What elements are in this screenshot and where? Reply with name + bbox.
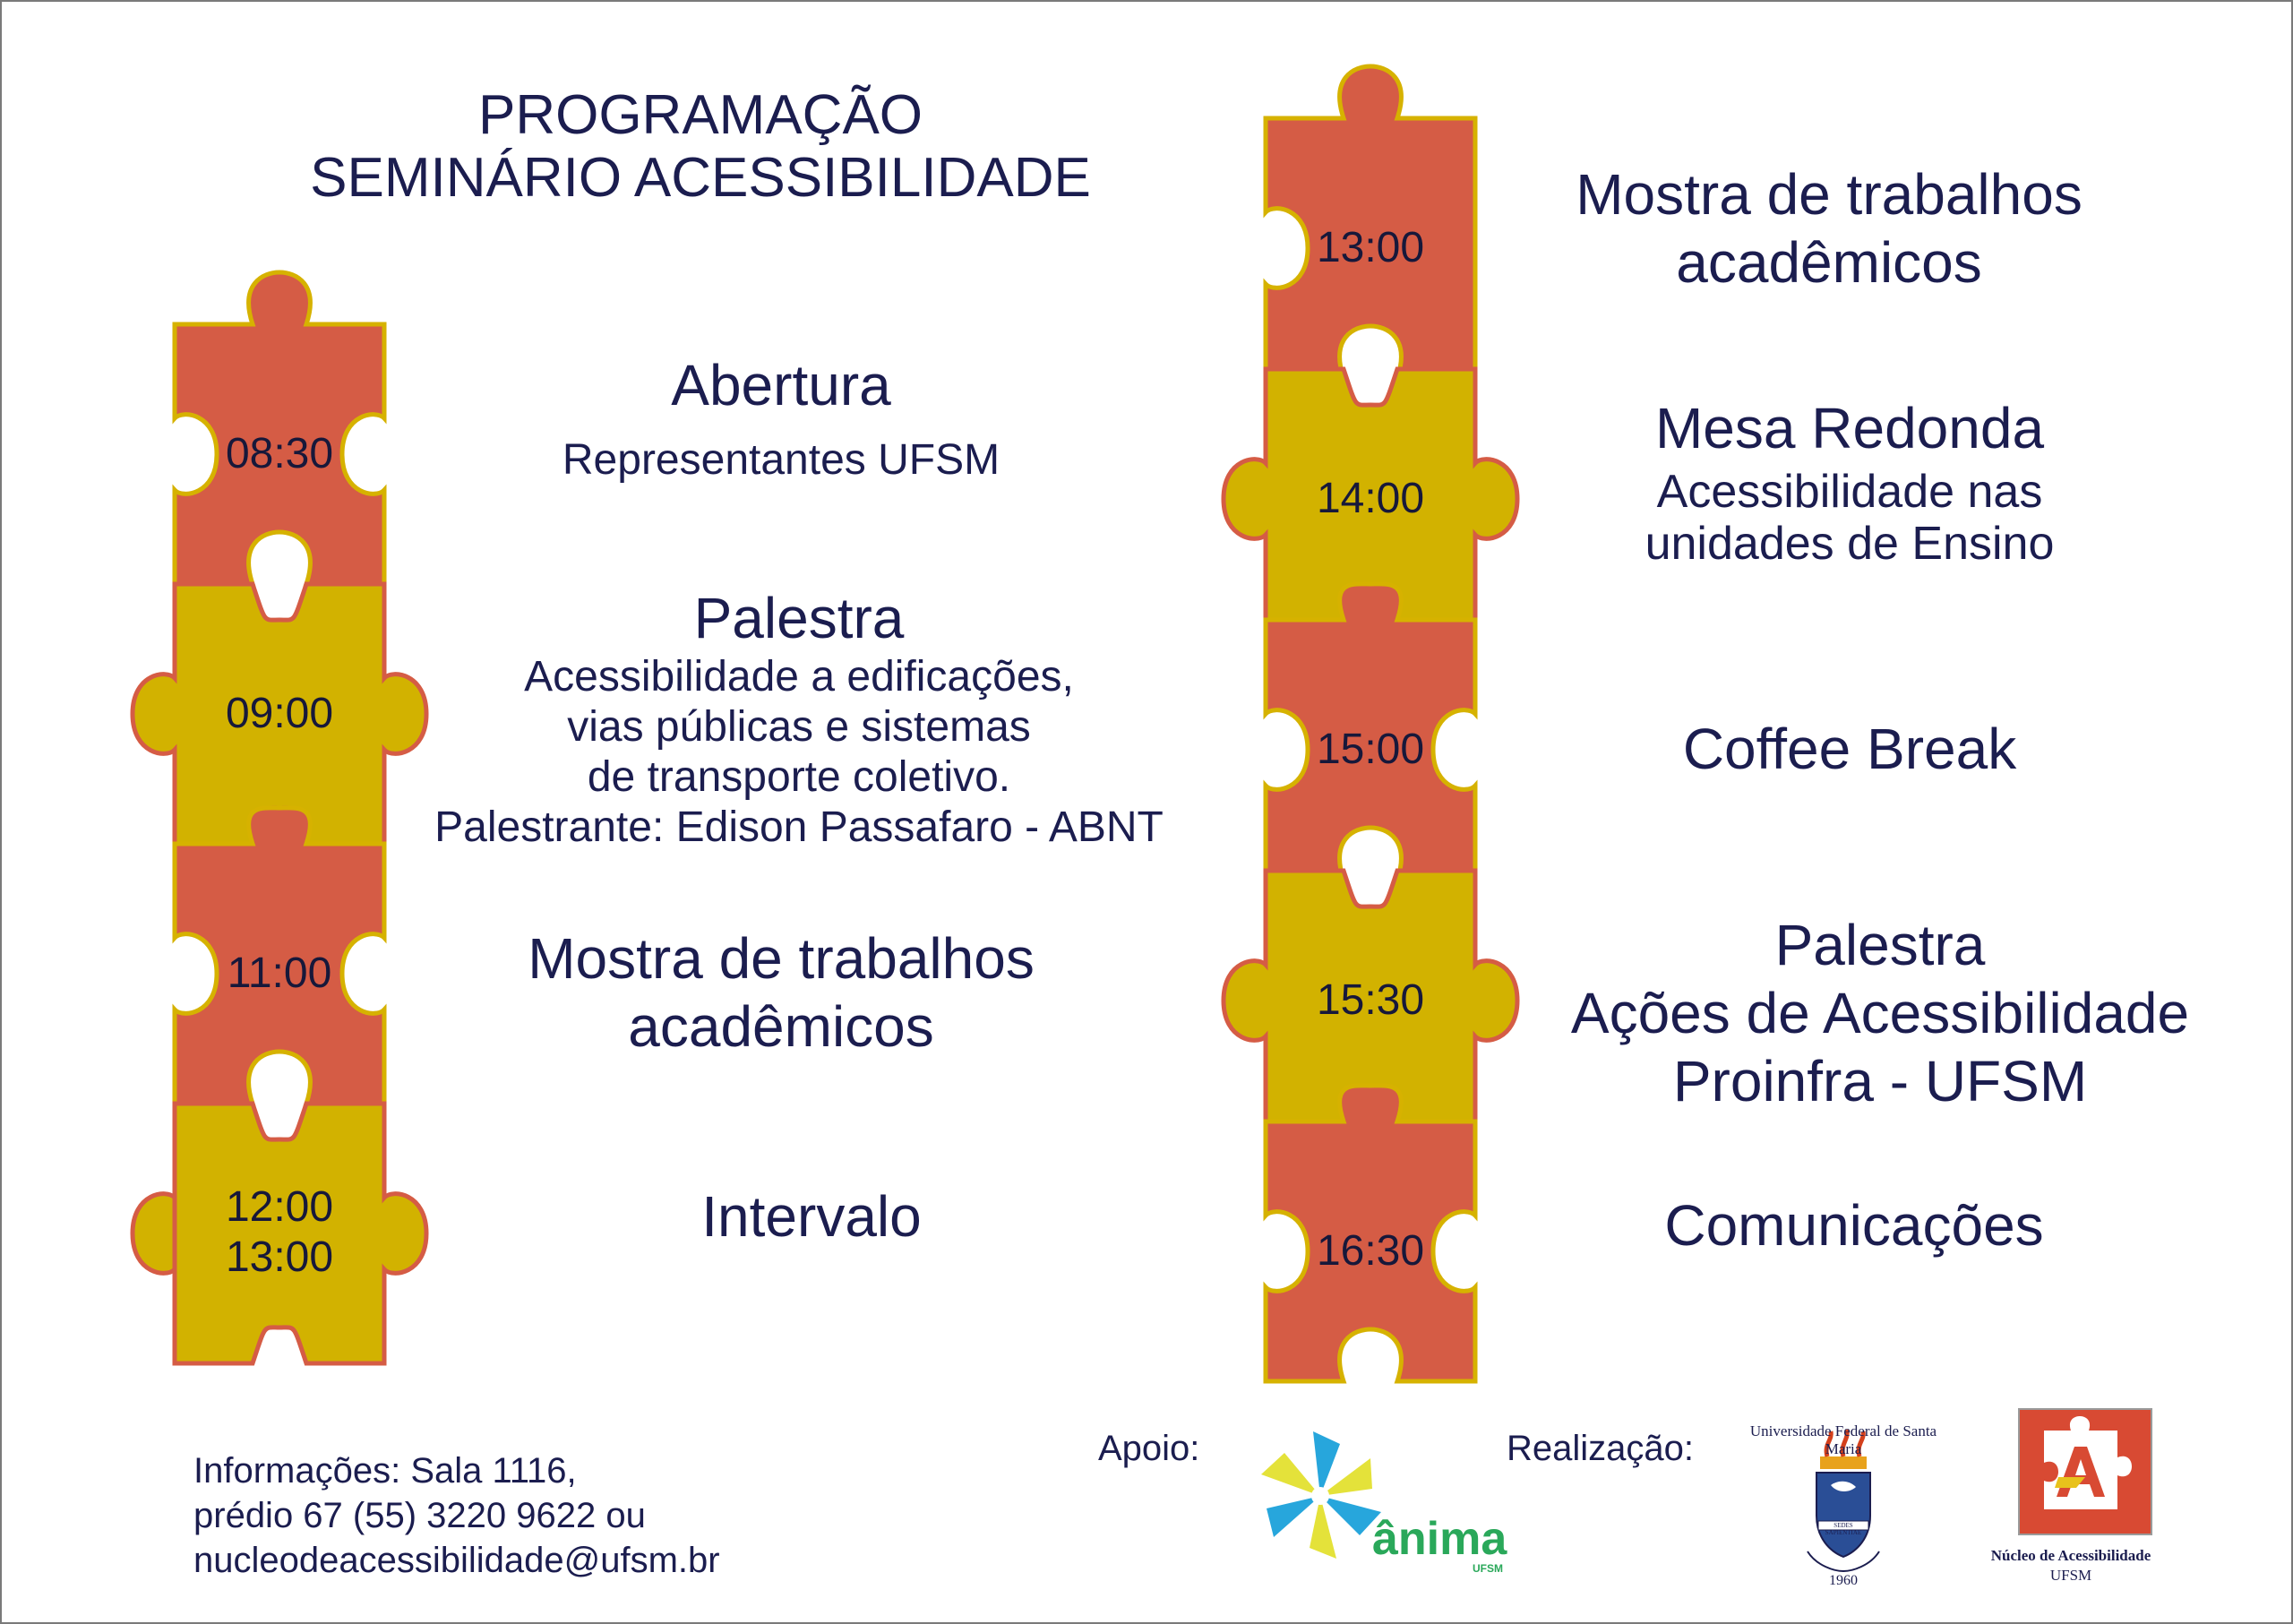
event-line: Palestrante: Edison Passafaro - ABNT xyxy=(434,803,1164,851)
event-line: vias públicas e sistemas xyxy=(567,703,1031,751)
time-label: 15:30 xyxy=(1316,976,1425,1024)
time-label: 13:00 xyxy=(1316,224,1425,271)
event-heading: Mostra de trabalhos xyxy=(528,926,1035,991)
event-line: unidades de Ensino xyxy=(1645,518,2055,570)
info-line: Informações: Sala 1116, xyxy=(193,1451,577,1491)
nucleo-logo xyxy=(1981,1404,2160,1592)
event-heading: Palestra xyxy=(1774,913,1986,977)
time-label: 09:00 xyxy=(225,690,334,737)
puzzle-piece-0830 xyxy=(136,324,423,584)
anima-logo-sub: UFSM xyxy=(1473,1562,1503,1575)
event-heading: Ações de Acessibilidade xyxy=(1570,981,2190,1045)
event-heading: Mostra de trabalhos xyxy=(1576,162,2083,227)
event-palestra-2 xyxy=(1522,911,2238,1115)
time-label: 08:30 xyxy=(225,430,334,477)
event-palestra-1 xyxy=(396,584,1202,853)
title-line-2: SEMINÁRIO ACESSIBILIDADE xyxy=(310,147,1091,209)
event-mostra-1 xyxy=(423,924,1139,1061)
puzzle-piece-1200 xyxy=(136,1104,423,1363)
event-heading: Coffee Break xyxy=(1682,717,2017,781)
puzzle-piece-1100 xyxy=(136,844,423,1104)
ufsm-seal-motto: SEDES SAPIENTIAE xyxy=(1825,1522,1862,1536)
event-heading: Proinfra - UFSM xyxy=(1672,1049,2088,1113)
puzzle-piece-1500 xyxy=(1227,620,1514,880)
time-label: 11:00 xyxy=(227,949,332,997)
ufsm-seal xyxy=(1745,1417,1942,1596)
event-mesa-redonda xyxy=(1491,394,2208,570)
event-heading: Abertura xyxy=(671,353,891,417)
left-puzzle-column xyxy=(136,279,423,1624)
event-heading: Comunicações xyxy=(1664,1193,2044,1258)
event-line: Acessibilidade a edificações, xyxy=(524,653,1074,700)
event-heading: Intervalo xyxy=(701,1184,922,1249)
event-heading: acadêmicos xyxy=(1676,230,1982,295)
time-end: 13:00 xyxy=(225,1233,334,1281)
event-line: Representantes UFSM xyxy=(562,436,1001,484)
event-line: de transporte coletivo. xyxy=(587,753,1011,801)
realizacao-label: Realização: xyxy=(1507,1429,1695,1468)
time-label: 14:00 xyxy=(1316,475,1425,522)
anima-logo xyxy=(1238,1426,1507,1587)
puzzle-piece-0900 xyxy=(136,584,423,844)
title-line-1: PROGRAMAÇÃO xyxy=(477,84,923,146)
info-line: prédio 67 (55) 3220 9622 ou xyxy=(193,1496,646,1535)
event-heading: acadêmicos xyxy=(628,994,934,1059)
nucleo-puzzle-icon xyxy=(1981,1404,2160,1538)
nucleo-logo-name: Núcleo de Acessibilidade xyxy=(1990,1547,2151,1564)
page-title xyxy=(163,84,1238,210)
puzzle-piece-1630 xyxy=(1227,1121,1514,1381)
event-heading: Mesa Redonda xyxy=(1654,396,2045,460)
event-mostra-2 xyxy=(1471,160,2187,296)
time-label: 15:00 xyxy=(1316,726,1425,773)
event-heading: Palestra xyxy=(693,586,905,650)
apoio-label: Apoio: xyxy=(1098,1429,1200,1468)
event-coffee-break xyxy=(1491,715,2208,783)
email-link[interactable]: nucleodeacessibilidade@ufsm.br xyxy=(193,1541,720,1580)
footer-info xyxy=(193,1448,720,1583)
anima-logo-text: ânima xyxy=(1372,1513,1507,1565)
event-abertura xyxy=(423,351,1139,485)
time-start: 12:00 xyxy=(225,1183,334,1231)
nucleo-logo-sub: UFSM xyxy=(2049,1567,2092,1584)
time-label: 16:30 xyxy=(1316,1227,1425,1275)
event-intervalo xyxy=(453,1182,1170,1250)
time-label xyxy=(136,1182,423,1283)
ufsm-seal-year: 1960 xyxy=(1829,1573,1858,1588)
event-comunicacoes xyxy=(1496,1191,2212,1259)
event-line: Acessibilidade nas xyxy=(1656,466,2043,518)
ufsm-seal-text: Universidade Federal de Santa Maria xyxy=(1749,1422,1937,1457)
